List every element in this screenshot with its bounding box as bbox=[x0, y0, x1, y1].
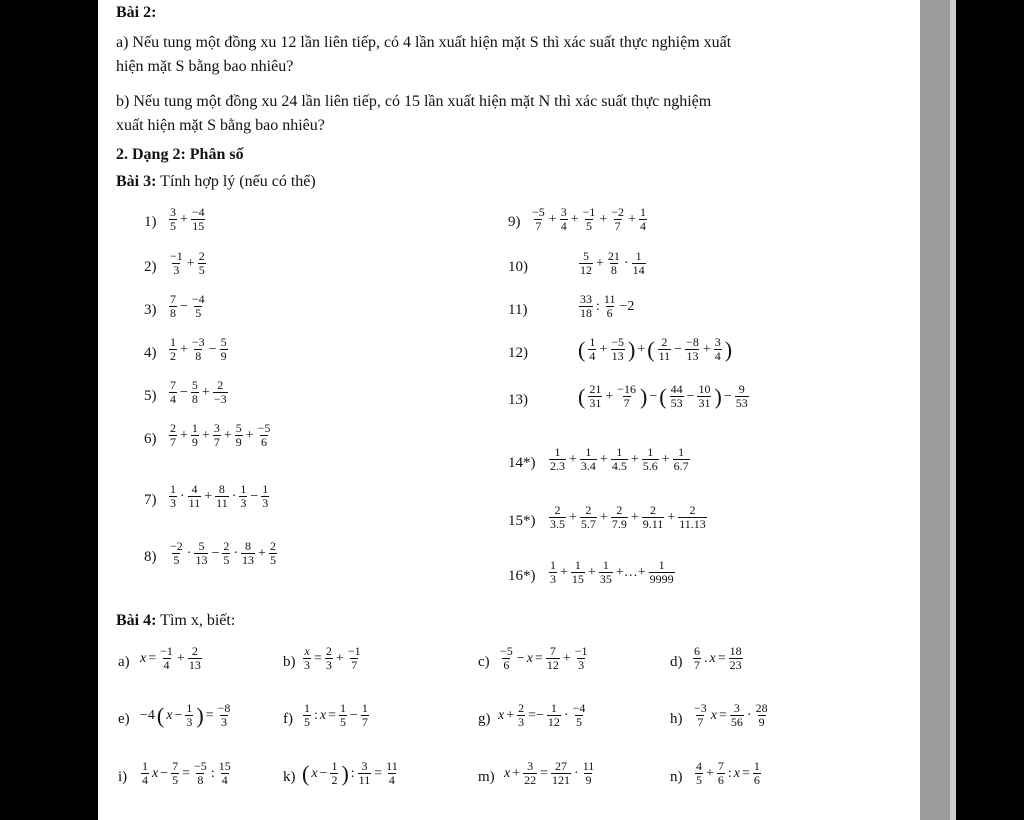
label-15: 15*) bbox=[508, 513, 536, 529]
scrollbar-track[interactable] bbox=[920, 0, 950, 820]
expr-4: 1 2 + −3 8 − 5 9 bbox=[170, 335, 227, 363]
label-2: 2) bbox=[144, 259, 157, 275]
expr-11: 33 18 : 11 6 −2 bbox=[580, 292, 635, 320]
eq-a: x = −1 4 + 2 13 bbox=[140, 644, 201, 672]
expr-16: 1 3 + 1 15 + 1 35 +…+ 1 9999 bbox=[550, 558, 674, 586]
bai3-heading bbox=[116, 173, 316, 191]
bai3-subtitle: Tính hợp lý (nếu có thể) bbox=[160, 173, 316, 190]
bai4-label-h: h) bbox=[670, 711, 683, 727]
eq-m: x + 3 22 = 27 121 · 11 9 bbox=[504, 759, 595, 787]
eq-b: x 3 = 2 3 + −1 7 bbox=[304, 644, 361, 672]
expr-13: ( 21 31 + −16 7 ) − ( 44 53 − 10 31 ) − 9 53 bbox=[578, 382, 748, 410]
bai2-question-a: a) Nếu tung một đồng xu 12 lần liên tiếp, có 4 lần xuất hiện mặt S thì xác suất thực nghiệm xuất bbox=[116, 34, 732, 51]
bai4-heading bbox=[116, 612, 235, 630]
bai2-question-a-cont: hiện mặt S bằng bao nhiêu? bbox=[116, 58, 294, 75]
eq-f: 1 5 : x = 1 5 − 1 7 bbox=[304, 701, 368, 729]
expr-10: 5 12 + 21 8 · 1 14 bbox=[580, 249, 645, 277]
eq-d: 6 7 . x = 18 23 bbox=[694, 644, 742, 672]
expr-8: −2 5 · 5 13 − 2 5 · 8 13 + 2 5 bbox=[170, 539, 276, 567]
label-13: 13) bbox=[508, 392, 528, 408]
label-9: 9) bbox=[508, 214, 521, 230]
label-1: 1) bbox=[144, 214, 157, 230]
eq-h: −3 7 x = 3 56 · 28 9 bbox=[694, 701, 768, 729]
eq-n: 4 5 + 7 6 : x = 1 6 bbox=[696, 759, 760, 787]
eq-k: ( x − 1 2 ) : 3 11 = 11 4 bbox=[302, 759, 398, 787]
label-14: 14*) bbox=[508, 455, 536, 471]
expr-14: 1 2.3 + 1 3.4 + 1 4.5 + 1 5.6 + 1 6.7 bbox=[550, 445, 689, 473]
label-11: 11) bbox=[508, 302, 528, 318]
label-12: 12) bbox=[508, 345, 528, 361]
bai4-subtitle: Tìm x, biết: bbox=[160, 612, 236, 629]
expr-7: 1 3 · 4 11 + 8 11 · 1 3 − 1 3 bbox=[170, 482, 269, 510]
eq-e: −4 ( x − 1 3 ) = −8 3 bbox=[140, 701, 231, 729]
label-16: 16*) bbox=[508, 568, 536, 584]
expr-12: ( 1 4 + −5 13 ) + ( 2 11 − −8 13 + 3 4 ) bbox=[578, 335, 733, 363]
bai4-label-g: g) bbox=[478, 711, 491, 727]
eq-i: 1 4 x − 7 5 = −5 8 : 15 4 bbox=[142, 759, 231, 787]
expr-2: −1 3 + 2 5 bbox=[170, 249, 205, 277]
bai4-label-k: k) bbox=[283, 769, 296, 785]
section-title: 2. Dạng 2: Phân số bbox=[116, 146, 244, 163]
label-8: 8) bbox=[144, 549, 157, 565]
expr-6: 2 7 + 1 9 + 3 7 + 5 9 + −5 6 bbox=[170, 421, 271, 449]
label-4: 4) bbox=[144, 345, 157, 361]
left-margin bbox=[0, 0, 98, 820]
bai4-label-f: f) bbox=[283, 711, 293, 727]
expr-5: 7 4 − 5 8 + 2 −3 bbox=[170, 378, 227, 406]
label-10: 10) bbox=[508, 259, 528, 275]
label-5: 5) bbox=[144, 388, 157, 404]
bai4-label-b: b) bbox=[283, 654, 296, 670]
bai4-label-c: c) bbox=[478, 654, 490, 670]
bai4-label-m: m) bbox=[478, 769, 495, 785]
label-7: 7) bbox=[144, 492, 157, 508]
eq-g: x + 2 3 =− 1 12 · −4 5 bbox=[498, 701, 586, 729]
bai4-title: Bài 4: bbox=[116, 612, 157, 629]
bai3-title: Bài 3: bbox=[116, 173, 157, 190]
eq-c: −5 6 − x = 7 12 + −1 3 bbox=[500, 644, 588, 672]
expr-3: 7 8 − −4 5 bbox=[170, 292, 205, 320]
bai2-question-b: b) Nếu tung một đồng xu 24 lần liên tiếp, có 15 lần xuất hiện mặt N thì xác suất thực nghiệm bbox=[116, 93, 712, 110]
expr-15: 2 3.5 + 2 5.7 + 2 7.9 + 2 9.11 + 2 11.13 bbox=[550, 503, 706, 531]
bai4-label-e: e) bbox=[118, 711, 130, 727]
expr-9: −5 7 + 3 4 + −1 5 + −2 7 + 1 4 bbox=[532, 205, 646, 233]
bai2-title: Bài 2: bbox=[116, 4, 157, 21]
bai2-question-b-cont: xuất hiện mặt S bằng bao nhiêu? bbox=[116, 117, 325, 134]
bai4-label-a: a) bbox=[118, 654, 130, 670]
label-3: 3) bbox=[144, 302, 157, 318]
bai4-label-i: i) bbox=[118, 769, 128, 785]
bai4-label-n: n) bbox=[670, 769, 683, 785]
right-margin bbox=[956, 0, 1024, 820]
bai4-label-d: d) bbox=[670, 654, 683, 670]
expr-1: 3 5 + −4 15 bbox=[170, 205, 205, 233]
label-6: 6) bbox=[144, 431, 157, 447]
